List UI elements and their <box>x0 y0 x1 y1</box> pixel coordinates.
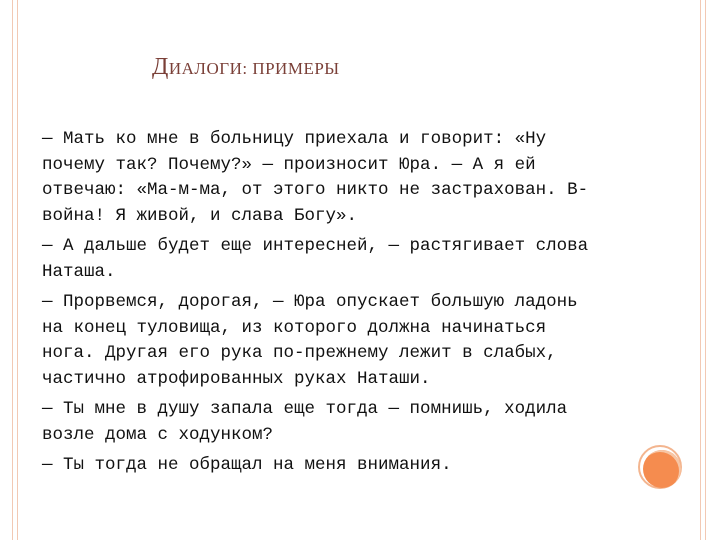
slide-body <box>42 127 602 484</box>
dialogue-paragraph-2: — А дальше будет еще интересней, — растягивает слова Наташа. <box>42 236 589 282</box>
slide-title-initial: Д <box>152 54 169 80</box>
dialogue-paragraph-5: — Ты тогда не обращал на меня внимания. <box>42 455 452 475</box>
dialogue-paragraph-4: — Ты мне в душу запала еще тогда — помнишь, ходила возле дома с ходунком? <box>42 399 568 445</box>
decorative-orange-dot <box>643 450 681 488</box>
slide-title-rest: ИАЛОГИ: ПРИМЕРЫ <box>168 59 340 78</box>
dialogue-paragraph-3: — Прорвемся, дорогая, — Юра опускает большую ладонь на конец туловища, из которого должна начинаться нога. Другая его рука по-прежнему лежит в слабых, частично атрофированных руках Наташи. <box>42 292 578 389</box>
dialogue-paragraph-1: — Мать ко мне в больницу приехала и говорит: «Ну почему так? Почему?» — произносит Юра. — А я ей отвечаю: «Ма-м-ма, от этого никто не застрахован. В-война! Я живой, и слава Богу». <box>42 129 589 226</box>
slide-title <box>152 54 340 81</box>
